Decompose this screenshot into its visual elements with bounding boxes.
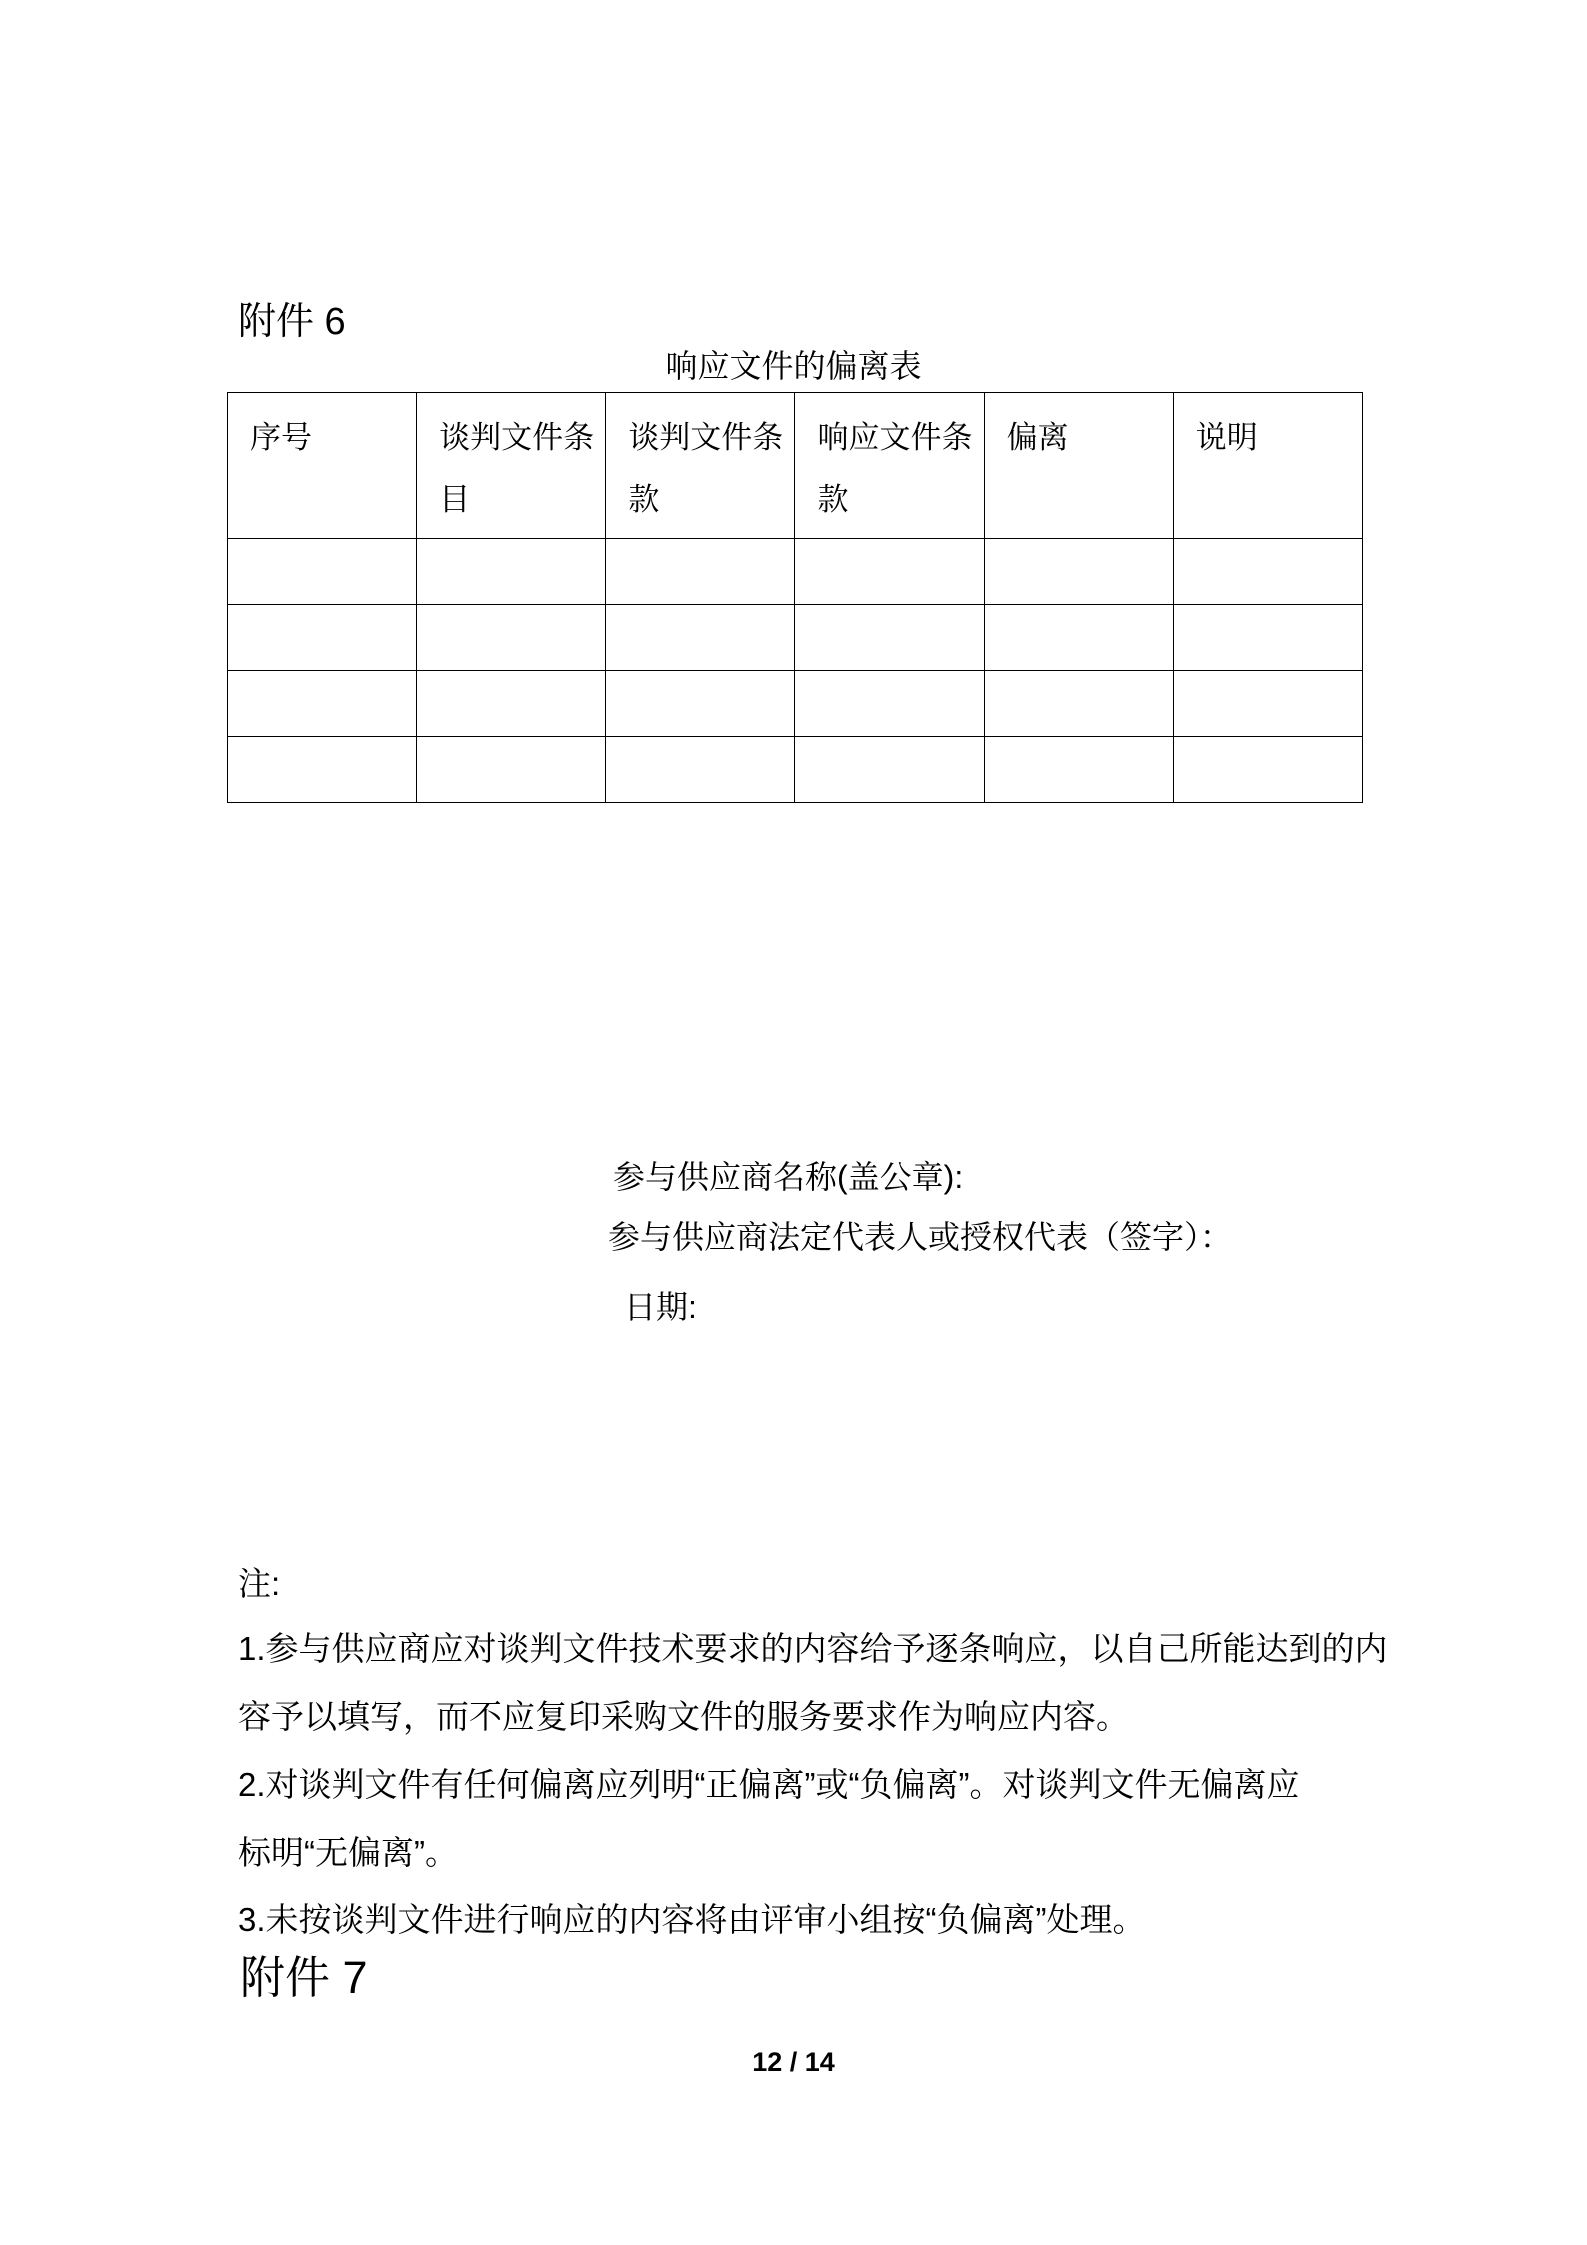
note-line-4: 标明“无偏离”。 bbox=[238, 1834, 458, 1871]
table-cell bbox=[984, 539, 1173, 605]
table-cell bbox=[1173, 539, 1362, 605]
table-cell bbox=[417, 539, 606, 605]
column-header-response-doc-clause: 响应文件条款 bbox=[795, 393, 984, 539]
table-cell bbox=[795, 605, 984, 671]
table-row bbox=[228, 605, 1363, 671]
table-cell bbox=[795, 671, 984, 737]
table-cell bbox=[795, 539, 984, 605]
supplier-name-seal-line: 参与供应商名称(盖公章): bbox=[613, 1159, 964, 1195]
table-header-row bbox=[228, 393, 1363, 539]
representative-signature-line: 参与供应商法定代表人或授权代表（签字）： bbox=[608, 1219, 1233, 1255]
page-number: 12 / 14 bbox=[752, 2047, 835, 2077]
table-cell bbox=[228, 671, 417, 737]
table-cell bbox=[984, 737, 1173, 803]
table-cell bbox=[984, 671, 1173, 737]
table-cell bbox=[417, 605, 606, 671]
column-header-deviation: 偏离 bbox=[984, 393, 1173, 539]
table-cell bbox=[795, 737, 984, 803]
note-line-2: 容予以填写，而不应复印采购文件的服务要求作为响应内容。 bbox=[238, 1698, 1129, 1735]
note-line-1: 1.参与供应商应对谈判文件技术要求的内容给予逐条响应，以自己所能达到的内 bbox=[238, 1630, 1388, 1667]
note-line-5: 3.未按谈判文件进行响应的内容将由评审小组按“负偏离”处理。 bbox=[238, 1901, 1146, 1938]
column-header-negotiation-doc-clause: 谈判文件条款 bbox=[606, 393, 795, 539]
table-cell bbox=[1173, 671, 1362, 737]
date-line: 日期: bbox=[624, 1289, 697, 1325]
table-cell bbox=[417, 671, 606, 737]
table-cell bbox=[1173, 605, 1362, 671]
table-cell bbox=[984, 605, 1173, 671]
table-row bbox=[228, 539, 1363, 605]
notes-label: 注: bbox=[238, 1565, 281, 1602]
attachment-6-label: 附件 6 bbox=[238, 301, 346, 343]
table-cell bbox=[606, 737, 795, 803]
table-cell bbox=[606, 671, 795, 737]
table-cell bbox=[228, 605, 417, 671]
deviation-table-title: 响应文件的偏离表 bbox=[665, 348, 922, 384]
column-header-negotiation-doc-item: 谈判文件条目 bbox=[417, 393, 606, 539]
attachment-7-label: 附件 7 bbox=[240, 1952, 368, 2003]
table-row bbox=[228, 737, 1363, 803]
table-row bbox=[228, 671, 1363, 737]
deviation-table bbox=[227, 392, 1363, 803]
column-header-explanation: 说明 bbox=[1173, 393, 1362, 539]
note-line-3: 2.对谈判文件有任何偏离应列明“正偏离”或“负偏离”。对谈判文件无偏离应 bbox=[238, 1766, 1300, 1803]
column-header-serial-number: 序号 bbox=[228, 393, 417, 539]
table-cell bbox=[606, 539, 795, 605]
table-cell bbox=[606, 605, 795, 671]
table-cell bbox=[228, 737, 417, 803]
table-cell bbox=[228, 539, 417, 605]
table-cell bbox=[417, 737, 606, 803]
table-cell bbox=[1173, 737, 1362, 803]
